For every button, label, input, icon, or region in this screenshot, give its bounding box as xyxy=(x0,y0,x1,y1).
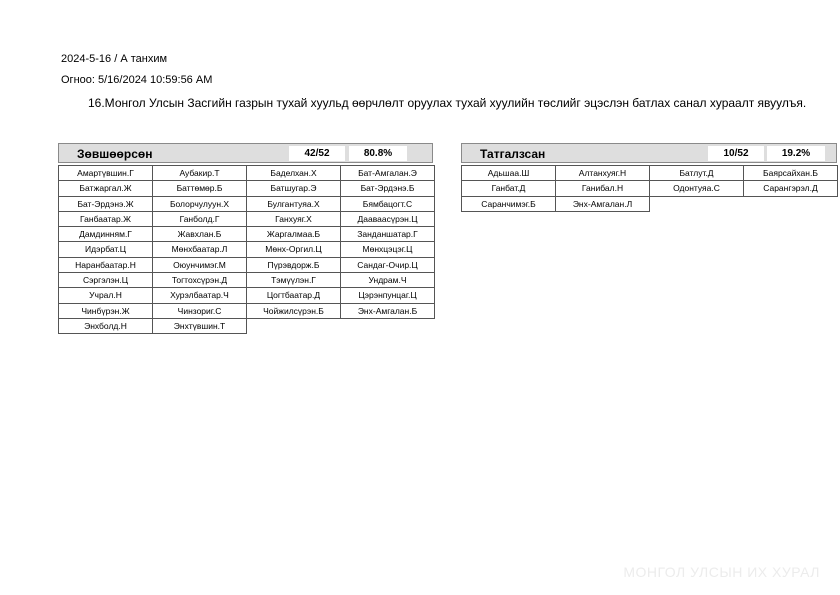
rejected-members-grid xyxy=(461,165,837,211)
member-cell: Дамдинням.Г xyxy=(58,226,153,242)
rejected-percent: 19.2% xyxy=(767,146,825,161)
member-cell: Болорчулуун.Х xyxy=(152,196,247,212)
member-cell: Дааваасүрэн.Ц xyxy=(340,211,435,227)
member-cell: Ганбат.Д xyxy=(461,180,556,196)
member-cell: Бат-Эрдэнэ.Ж xyxy=(58,196,153,212)
member-cell: Сарангэрэл.Д xyxy=(743,180,838,196)
member-cell: Учрал.Н xyxy=(58,287,153,303)
member-cell: Жаргалмаа.Б xyxy=(246,226,341,242)
member-cell: Оюунчимэг.М xyxy=(152,257,247,273)
approved-members-grid xyxy=(58,165,434,333)
member-cell: Чойжилсүрэн.Б xyxy=(246,303,341,319)
member-cell: Алтанхуяг.Н xyxy=(555,165,650,181)
member-cell: Саранчимэг.Б xyxy=(461,196,556,212)
member-cell: Бат-Эрдэнэ.Б xyxy=(340,180,435,196)
member-cell: Ганбаатар.Ж xyxy=(58,211,153,227)
member-cell: Тэмүүлэн.Г xyxy=(246,272,341,288)
member-cell: Чинзориг.С xyxy=(152,303,247,319)
rejected-group xyxy=(461,143,837,211)
vote-timestamp: Огноо: 5/16/2024 10:59:56 AM xyxy=(61,74,213,86)
member-cell: Мөнх-Оргил.Ц xyxy=(246,241,341,257)
member-cell: Сандаг-Очир.Ц xyxy=(340,257,435,273)
member-cell: Батшугар.Э xyxy=(246,180,341,196)
approved-group xyxy=(58,143,434,333)
member-cell: Ганболд.Г xyxy=(152,211,247,227)
member-cell: Бат-Амгалан.Э xyxy=(340,165,435,181)
member-cell: Ганибал.Н xyxy=(555,180,650,196)
member-cell: Аубакир.Т xyxy=(152,165,247,181)
member-cell: Энх-Амгалан.Л xyxy=(555,196,650,212)
member-cell: Чинбүрэн.Ж xyxy=(58,303,153,319)
member-cell: Бямбацогт.С xyxy=(340,196,435,212)
member-cell: Цэрэнпунцаг.Ц xyxy=(340,287,435,303)
approved-percent: 80.8% xyxy=(349,146,407,161)
member-cell: Одонтуяа.С xyxy=(649,180,744,196)
member-cell: Мөнхбаатар.Л xyxy=(152,241,247,257)
member-cell: Энхболд.Н xyxy=(58,318,153,334)
motion-title: 16.Монгол Улсын Засгийн газрын тухай хуульд өөрчлөлт оруулах тухай хуулийн төслийг эцэслэн батлах санал хураалт явуулъя. xyxy=(88,96,807,110)
member-cell: Сэргэлэн.Ц xyxy=(58,272,153,288)
member-cell: Баттөмөр.Б xyxy=(152,180,247,196)
approved-group-header xyxy=(58,143,433,163)
member-cell: Энх-Амгалан.Б xyxy=(340,303,435,319)
member-cell: Баярсайхан.Б xyxy=(743,165,838,181)
member-cell: Батжаргал.Ж xyxy=(58,180,153,196)
member-cell: Наранбаатар.Н xyxy=(58,257,153,273)
rejected-count: 10/52 xyxy=(708,146,764,161)
member-cell: Булгантуяа.Х xyxy=(246,196,341,212)
member-cell: Батлут.Д xyxy=(649,165,744,181)
member-cell: Пүрэвдорж.Б xyxy=(246,257,341,273)
member-cell: Ундрам.Ч xyxy=(340,272,435,288)
member-cell: Ганхуяг.Х xyxy=(246,211,341,227)
member-cell: Жавхлан.Б xyxy=(152,226,247,242)
rejected-label: Татгалзсан xyxy=(480,147,546,161)
member-cell: Баделхан.Х xyxy=(246,165,341,181)
approved-label: Зөвшөөрсөн xyxy=(77,147,153,161)
member-cell: Энхтүвшин.Т xyxy=(152,318,247,334)
member-cell: Адьшаа.Ш xyxy=(461,165,556,181)
session-date-room: 2024-5-16 / А танхим xyxy=(61,53,168,65)
member-cell: Цогтбаатар.Д xyxy=(246,287,341,303)
parliament-watermark: МОНГОЛ УЛСЫН ИХ ХУРАЛ xyxy=(623,564,820,580)
member-cell: Амартүвшин.Г xyxy=(58,165,153,181)
rejected-group-header xyxy=(461,143,837,163)
member-cell: Мөнхцэцэг.Ц xyxy=(340,241,435,257)
member-cell: Тогтохсүрэн.Д xyxy=(152,272,247,288)
member-cell: Занданшатар.Г xyxy=(340,226,435,242)
member-cell: Хурэлбаатар.Ч xyxy=(152,287,247,303)
approved-count: 42/52 xyxy=(289,146,345,161)
member-cell: Идэрбат.Ц xyxy=(58,241,153,257)
